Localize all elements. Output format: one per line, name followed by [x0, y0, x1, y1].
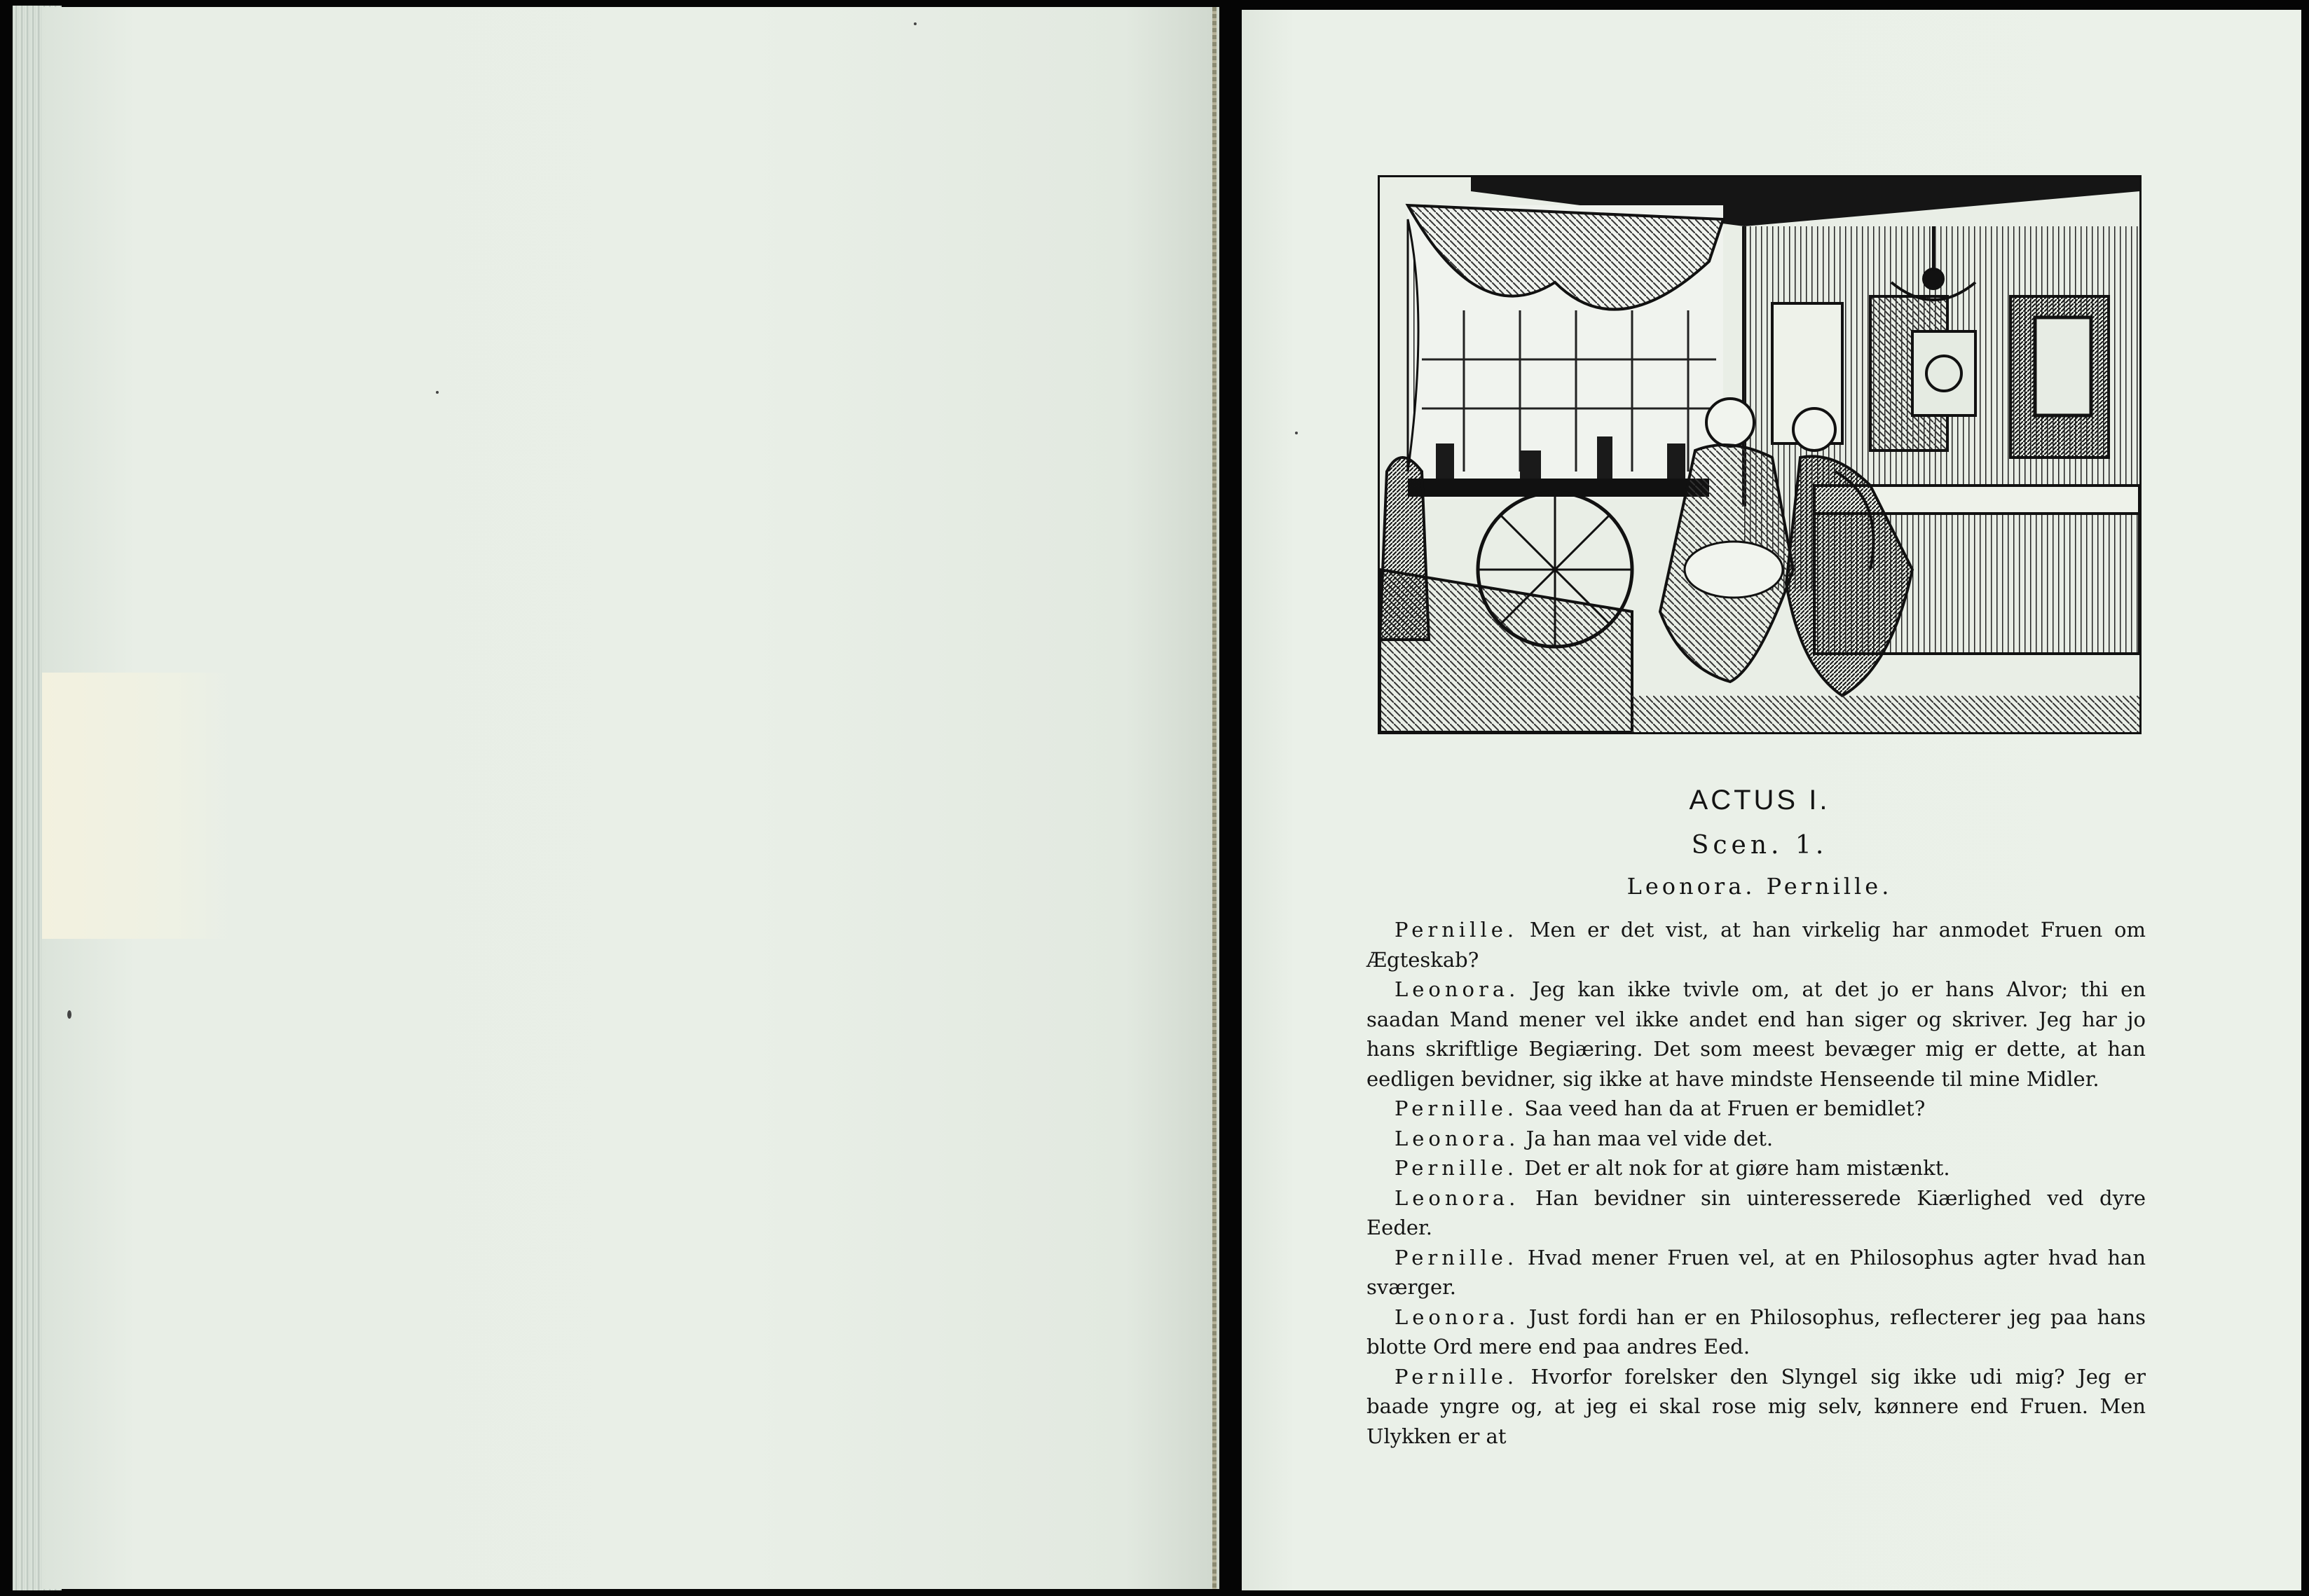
speech-text: Han bevidner sin uinteresserede Kiærlighed ved dyre Eeder.: [1366, 1185, 2146, 1239]
dialogue-line: [1366, 1183, 2146, 1243]
speech-text: Hvorfor forelsker den Slyngel sig ikke udi mig? Jeg er baade yngre og, at jeg ei skal rose mig selv, kønnere end Fruen. Men Ulykken er at: [1366, 1364, 2146, 1448]
dialogue-line: [1366, 1094, 2146, 1124]
page-tab-marker: [42, 673, 231, 939]
book-spine: [1221, 0, 1242, 1596]
interior-scene-illustration: [1378, 175, 2142, 734]
speech-text: Just fordi han er en Philosophus, reflecterer jeg paa hans blotte Ord mere end paa andres Eed.: [1366, 1305, 2146, 1358]
speaker-name: Pernille.: [1395, 1096, 1519, 1120]
speaker-name: Pernille.: [1395, 1245, 1519, 1270]
scene-persons: Leonora. Pernille.: [1626, 873, 1893, 900]
speech-text: Ja han maa vel vide det.: [1526, 1126, 1774, 1150]
dialogue-line: [1366, 975, 2146, 1094]
speaker-name: Leonora.: [1395, 1305, 1520, 1329]
speaker-name: Leonora.: [1395, 1126, 1520, 1150]
speech-text: Saa veed han da at Fruen er bemidlet?: [1524, 1096, 1926, 1120]
dialogue-line: [1366, 1243, 2146, 1302]
speech-text: Jeg kan ikke tvivle om, at det jo er hans Alvor; thi en saadan Mand mener vel ikke andet end han siger og skriver. Jeg har jo hans skriftlige Begiæring. Det som meest bevæger mig er dette, at han eedligen bevidner, sig ikke at have mindste Henseende til mine Midler.: [1366, 977, 2146, 1091]
speaker-name: Leonora.: [1395, 1185, 1520, 1210]
dialogue-line: [1366, 1153, 2146, 1183]
gutter-stitching: [1212, 7, 1217, 1589]
dialogue-line: [1366, 915, 2146, 975]
speaker-name: Pernille.: [1395, 1364, 1519, 1389]
speech-text: Hvad mener Fruen vel, at en Philosophus agter hvad han sværger.: [1366, 1245, 2146, 1299]
speck: [436, 391, 439, 394]
speaker-name: Leonora.: [1395, 977, 1520, 1001]
left-page-blank: [42, 7, 1219, 1589]
act-heading: ACTUS I.: [1689, 785, 1830, 816]
dialogue-line: [1366, 1124, 2146, 1154]
speech-text: Det er alt nok for at giøre ham mistænkt.: [1524, 1156, 1950, 1180]
dialogue-line: [1366, 1302, 2146, 1362]
dialogue-line: [1366, 1362, 2146, 1452]
scene-heading: Scen. 1.: [1691, 831, 1828, 860]
speck: [914, 22, 917, 25]
speech-text: Men er det vist, at han virkelig har anmodet Fruen om Ægteskab?: [1366, 918, 2146, 972]
speaker-name: Pernille.: [1395, 918, 1519, 942]
speck: [1295, 432, 1298, 434]
engraving-drawing: [1380, 177, 2139, 732]
speck: [67, 1010, 71, 1019]
speaker-name: Pernille.: [1395, 1156, 1519, 1180]
dialogue-text: [1366, 915, 2146, 1451]
